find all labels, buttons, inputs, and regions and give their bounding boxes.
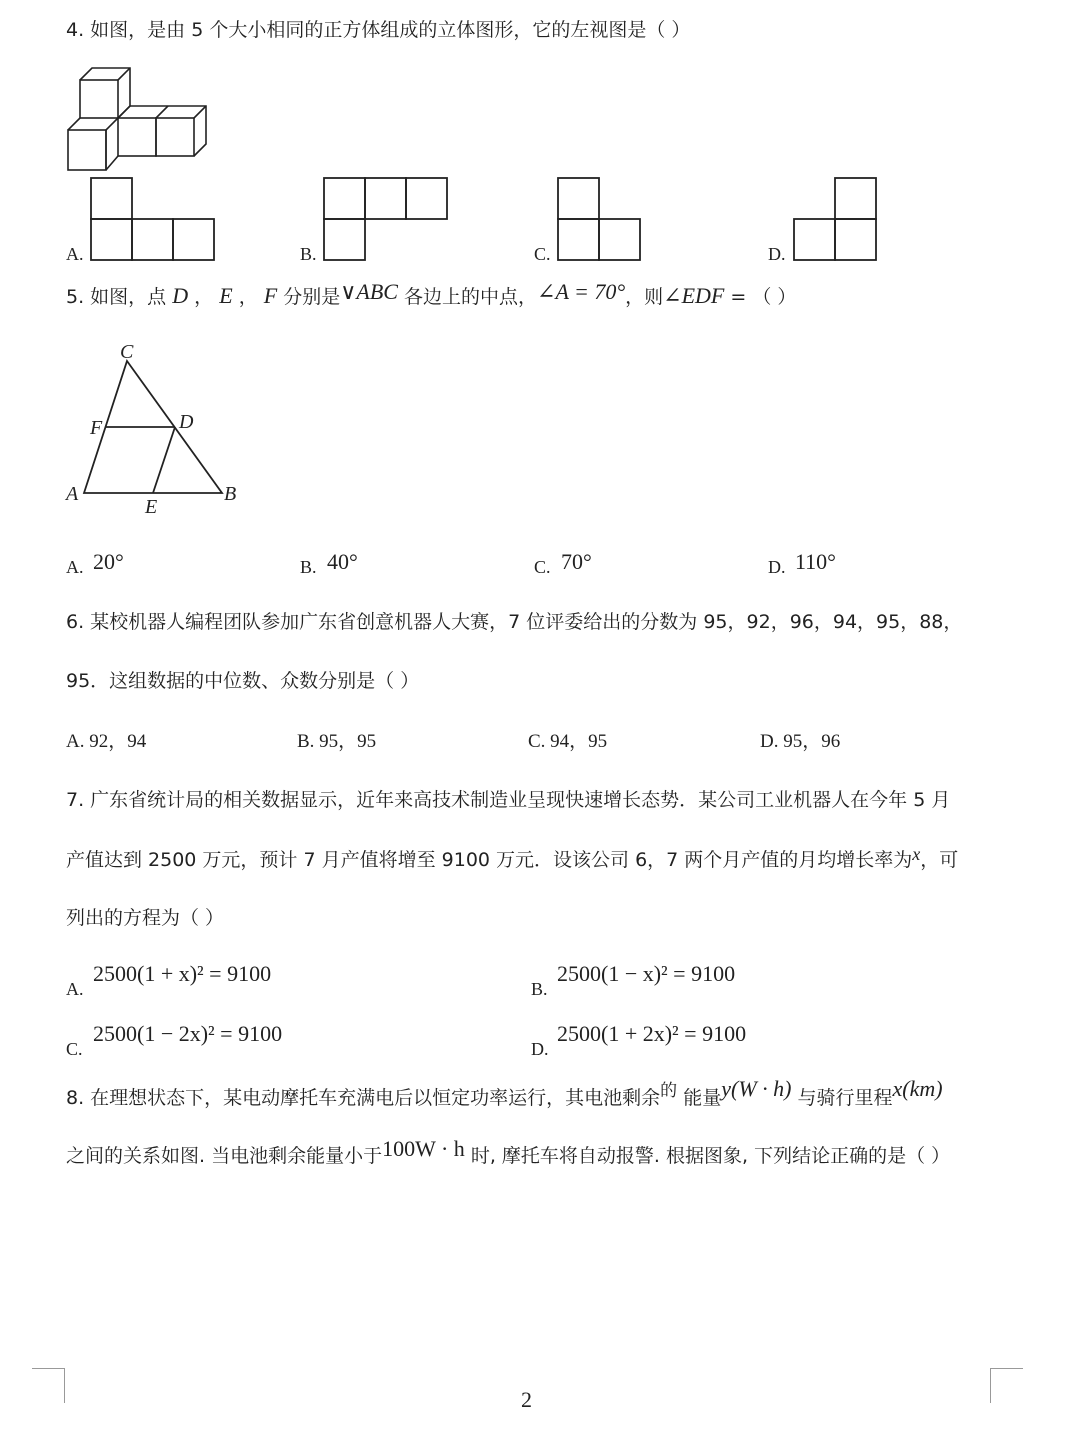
q6-line1: 6. 某校机器人编程团队参加广东省创意机器人大赛，7 位评委给出的分数为 95，92，96，94，95，88，: [66, 611, 963, 633]
q8-line2-b: 时, 摩托车将自动报警. 根据图象, 下列结论正确的是（ ）: [470, 1145, 951, 1167]
q5-mid1: 分别是: [283, 286, 341, 308]
q5-label-f: F: [90, 417, 103, 439]
q5-end: = （ ）: [730, 286, 797, 308]
q4-option-a-label: A.: [66, 244, 84, 264]
q7-line1: 7. 广东省统计局的相关数据显示，近年来高技术制造业呈现快速增长态势．某公司工业机器人在今年 5 月: [66, 789, 951, 811]
q5-option-c-letter: C.: [534, 557, 551, 577]
q8-energy-unit: y(W · h): [721, 1076, 792, 1101]
q4-option-a-figure: [90, 177, 216, 261]
q5-triangle-figure: [62, 336, 252, 516]
q5-sep1: ，: [194, 286, 214, 308]
q5-triangle: ∨ABC: [340, 279, 398, 304]
q8-line2: [66, 1136, 951, 1171]
q5-angle-edf: ∠EDF: [663, 283, 725, 308]
q8-alarm-threshold: 100W · h: [382, 1136, 465, 1161]
q7-line2-a: 产值达到 2500 万元，预计 7 月产值将增至 9100 万元．设该公司 6，7 两个月产值的月均增长率为: [66, 849, 913, 871]
q6-line2: 95．这组数据的中位数、众数分别是（ ）: [66, 670, 420, 692]
page-number: 2: [521, 1387, 532, 1412]
q4-stem: 4. 如图，是由 5 个大小相同的正方体组成的立体图形，它的左视图是（ ）: [66, 19, 691, 41]
q7-option-b-letter: B.: [531, 979, 548, 999]
q7-option-c-letter: C.: [66, 1039, 83, 1059]
q6-option-b: B. 95，95: [297, 731, 377, 752]
q8-line1: [66, 1076, 943, 1114]
q5-point-e: E: [219, 283, 233, 308]
q7-line2-b: ，可: [920, 849, 959, 871]
q5-label-d: D: [179, 411, 194, 433]
q4-option-c-label: C.: [534, 244, 551, 264]
q8-line1-b: 能量: [683, 1087, 722, 1109]
q8-line1-c: 与骑行里程: [797, 1087, 893, 1109]
q5-option-a-letter: A.: [66, 557, 84, 577]
q5-label-e: E: [145, 496, 158, 518]
q5-stem-prefix: 5. 如图，点: [66, 286, 167, 308]
q5-label-a: A: [66, 483, 79, 505]
q5-point-f: F: [263, 283, 278, 308]
q4-solid-figure: [60, 62, 220, 177]
q8-line2-a: 之间的关系如图. 当电池剩余能量小于: [66, 1145, 383, 1167]
q5-option-b-letter: B.: [300, 557, 317, 577]
q4-option-c-figure: [557, 177, 643, 261]
q7-option-d-expr: 2500(1 + 2x)² = 9100: [557, 1021, 747, 1046]
q7-line3: 列出的方程为（ ）: [66, 907, 225, 929]
q5-label-b: B: [224, 483, 237, 505]
q4-option-d-label: D.: [768, 244, 786, 264]
q4-option-b-figure: [323, 177, 449, 261]
q7-option-c-expr: 2500(1 − 2x)² = 9100: [93, 1021, 283, 1046]
q5-mid2: 各边上的中点，: [404, 286, 538, 308]
q7-option-d-letter: D.: [531, 1039, 549, 1059]
q8-line1-de: 的: [660, 1081, 678, 1101]
q5-point-d: D: [172, 283, 189, 308]
q5-option-d-letter: D.: [768, 557, 786, 577]
q7-option-a-letter: A.: [66, 979, 84, 999]
crop-mark-left: [32, 1368, 65, 1403]
q6-option-c: C. 94，95: [528, 731, 608, 752]
q5-mid3: ，则: [625, 286, 664, 308]
q7-variable-x: x: [912, 844, 921, 864]
q5-label-c: C: [120, 341, 134, 363]
q5-option-c-value: 70°: [561, 549, 592, 574]
q7-line2: [66, 845, 958, 875]
q5-stem: [66, 281, 796, 312]
q5-option-b-value: 40°: [327, 549, 358, 574]
q6-option-a: A. 92，94: [66, 731, 147, 752]
q8-line1-a: 8. 在理想状态下，某电动摩托车充满电后以恒定功率运行，其电池剩余: [66, 1087, 661, 1109]
q5-angle-a: ∠A = 70°: [537, 279, 626, 304]
q5-option-d-value: 110°: [795, 549, 836, 574]
q5-option-a-value: 20°: [93, 549, 124, 574]
q7-option-b-expr: 2500(1 − x)² = 9100: [557, 961, 736, 986]
q4-option-b-label: B.: [300, 244, 317, 264]
q8-distance-unit: x(km): [892, 1076, 943, 1101]
q7-option-a-expr: 2500(1 + x)² = 9100: [93, 961, 272, 986]
crop-mark-right: [990, 1368, 1023, 1403]
q5-sep2: ，: [238, 286, 258, 308]
q6-option-d: D. 95，96: [760, 731, 841, 752]
q4-option-d-figure: [793, 177, 879, 261]
